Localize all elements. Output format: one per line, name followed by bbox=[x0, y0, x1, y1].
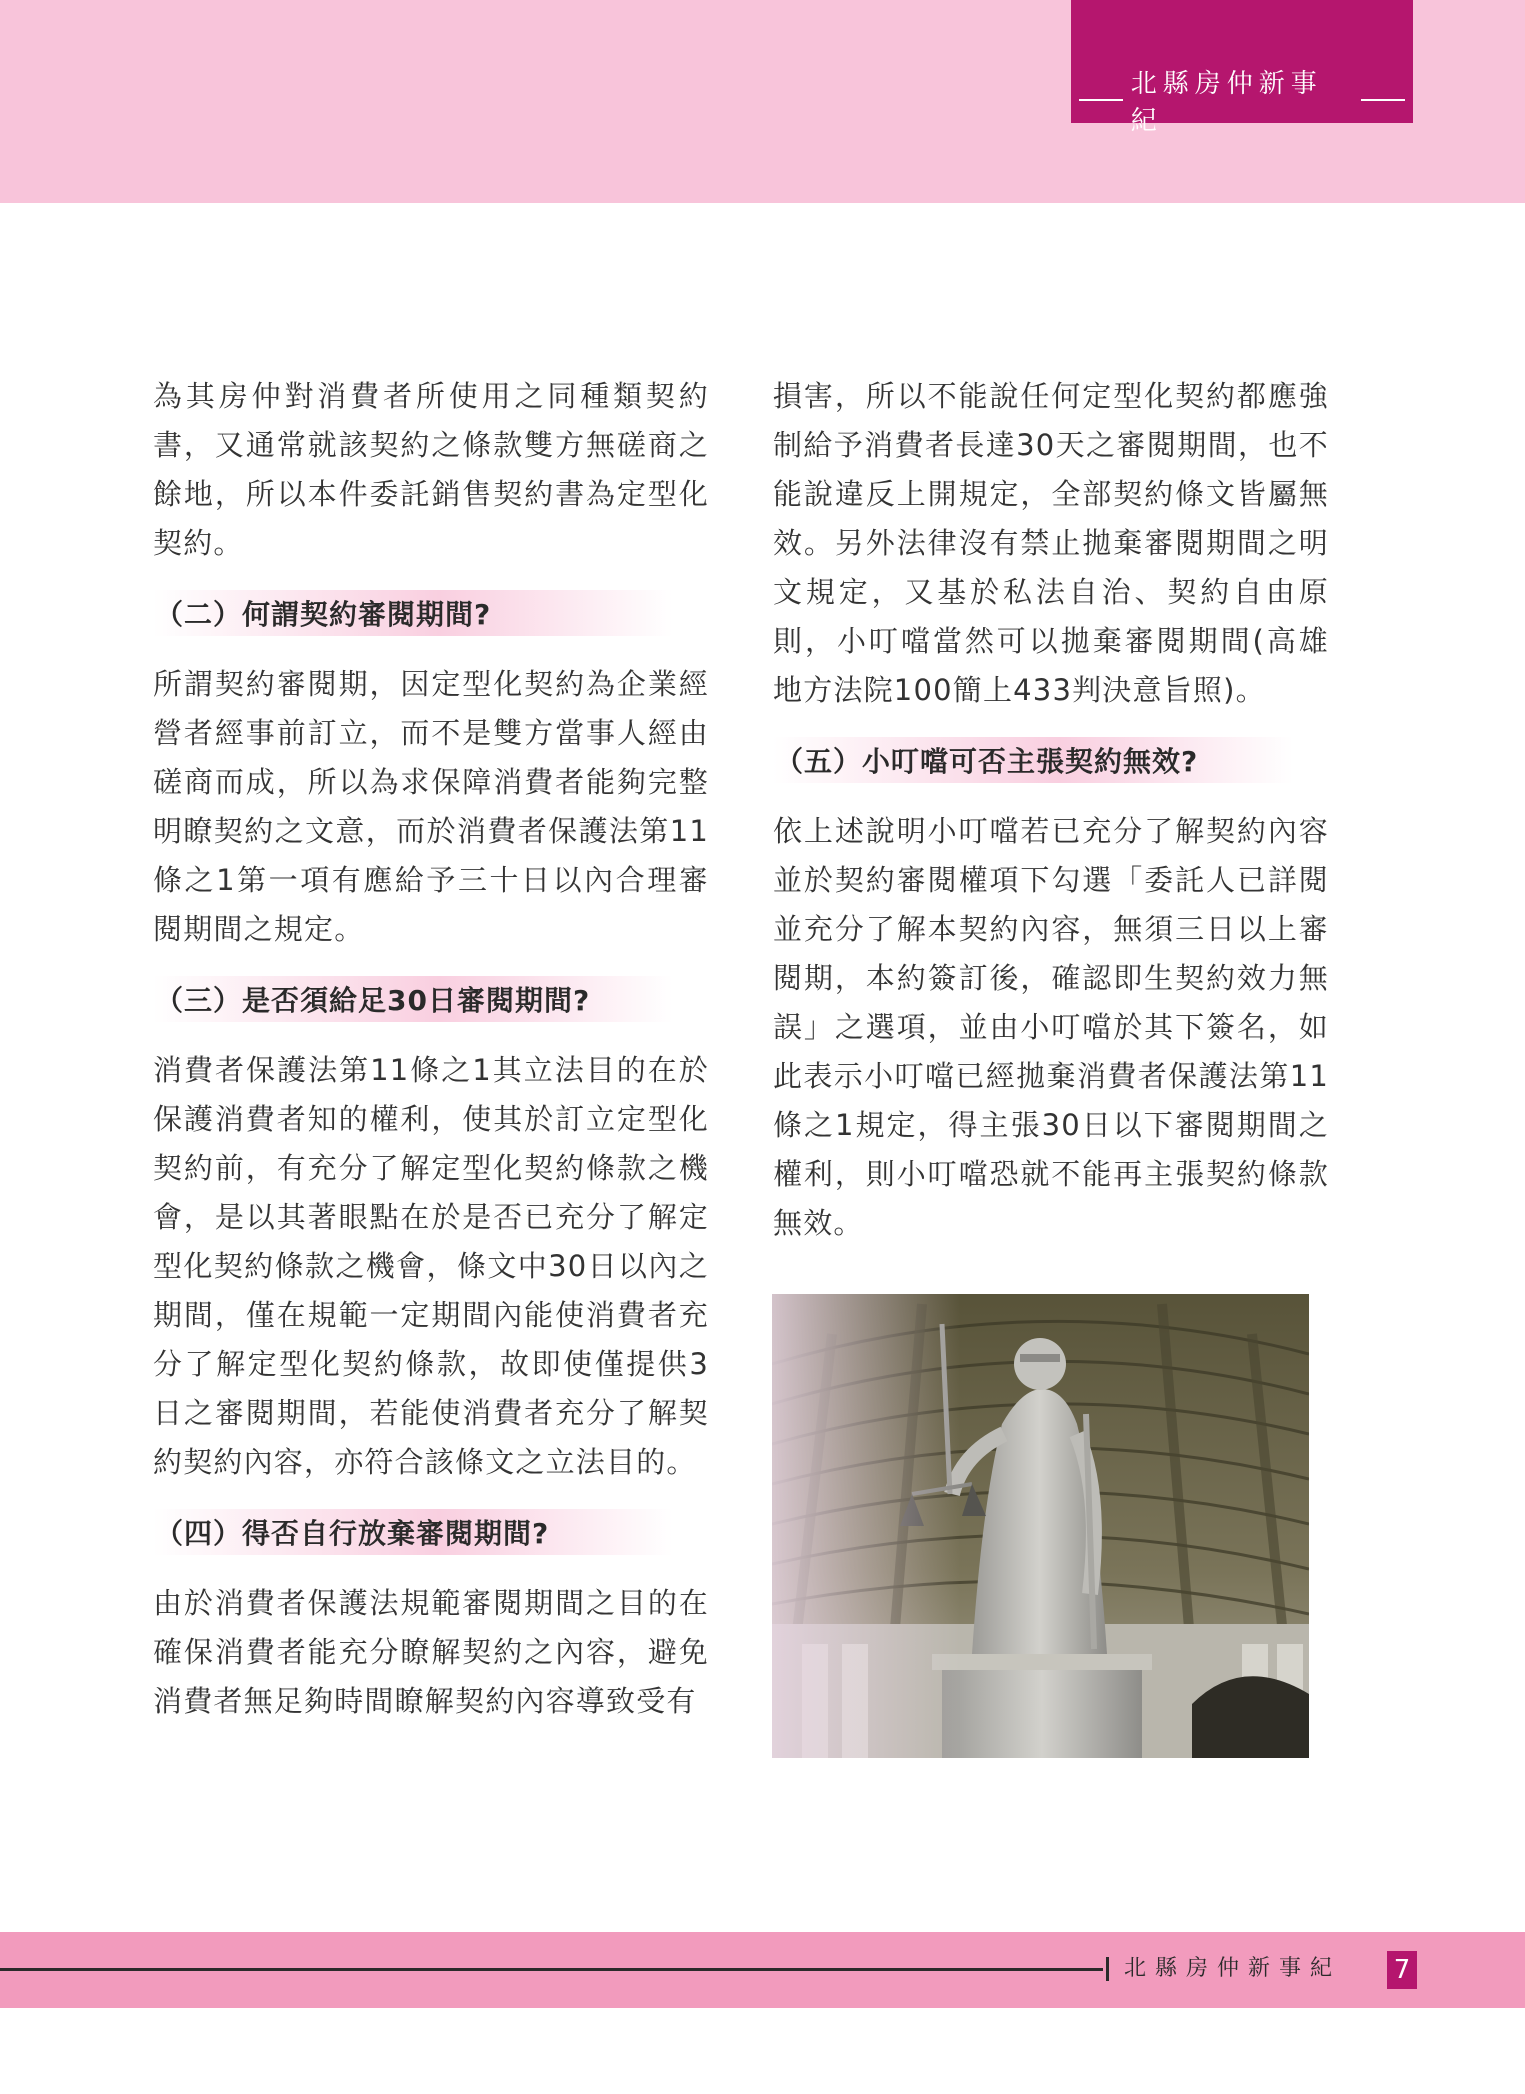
title-dash-left bbox=[1079, 99, 1123, 101]
left-column bbox=[153, 372, 709, 1726]
paragraph-30-days: 消費者保護法第11條之1其立法目的在於保護消費者知的權利，使其於訂立定型化契約前，有充分了解定型化契約條款之機會，是以其著眼點在於是否已充分了解定型化契約條款之機會，條文中30日以內之期間，僅在規範一定期間內能使消費者充分了解定型化契約條款，故即使僅提供3日之審閱期間，若能使消費者充分了解契約契約內容，亦符合該條文之立法目的。 bbox=[153, 1053, 709, 1479]
magazine-brand-box bbox=[1071, 0, 1413, 136]
section-heading-3-text: （三）是否須給足30日審閱期間? bbox=[155, 984, 591, 1017]
right-column bbox=[773, 372, 1329, 1248]
paragraph-definition-conclusion: 為其房仲對消費者所使用之同種類契約書，又通常就該契約之條款雙方無磋商之餘地，所以本件委託銷售契約書為定型化契約。 bbox=[153, 379, 709, 560]
justice-statue-photo bbox=[772, 1294, 1309, 1758]
section-heading-3 bbox=[153, 976, 709, 1022]
paragraph-waiver-start: 由於消費者保護法規範審閱期間之目的在確保消費者能充分瞭解契約之內容，避免消費者無足夠時間瞭解契約內容導致受有 bbox=[153, 1586, 709, 1718]
footer-rule bbox=[0, 1968, 1103, 1971]
section-heading-2 bbox=[153, 590, 709, 636]
footer-title: 北縣房仲新事紀 bbox=[1124, 1956, 1342, 1981]
magazine-title bbox=[1071, 69, 1413, 136]
footer-rule-end bbox=[1106, 1957, 1109, 1981]
section-heading-5-text: （五）小叮噹可否主張契約無效? bbox=[775, 745, 1199, 778]
section-heading-4-text: （四）得否自行放棄審閱期間? bbox=[155, 1517, 550, 1550]
paragraph-review-period-definition: 所謂契約審閱期，因定型化契約為企業經營者經事前訂立，而不是雙方當事人經由磋商而成，所以為求保障消費者能夠完整明瞭契約之文意，而於消費者保護法第11條之1第一項有應給予三十日以內合理審閱期間之規定。 bbox=[153, 667, 709, 946]
magazine-title-text: 北縣房仲新事紀 bbox=[1130, 69, 1323, 136]
title-dash-right bbox=[1361, 99, 1405, 101]
section-heading-4 bbox=[153, 1509, 709, 1555]
section-heading-2-text: （二）何謂契約審閱期間? bbox=[155, 598, 492, 631]
paragraph-contract-invalid: 依上述說明小叮噹若已充分了解契約內容並於契約審閱權項下勾選「委託人已詳閱並充分了解本契約內容，無須三日以上審閱期，本約簽訂後，確認即生契約效力無誤」之選項，並由小叮噹於其下簽名，如此表示小叮噹已經拋棄消費者保護法第11條之1規定，得主張30日以下審閱期間之權利，則小叮噹恐就不能再主張契約條款無效。 bbox=[773, 814, 1329, 1240]
page-number: 7 bbox=[1387, 1951, 1417, 1989]
justice-statue-illustration bbox=[772, 1294, 1309, 1758]
paragraph-waiver-continued: 損害，所以不能說任何定型化契約都應強制給予消費者長達30天之審閱期間，也不能說違反上開規定，全部契約條文皆屬無效。另外法律沒有禁止拋棄審閱期間之明文規定，又基於私法自治、契約自由原則，小叮噹當然可以拋棄審閱期間(高雄地方法院100簡上433判決意旨照)。 bbox=[773, 379, 1329, 707]
section-heading-5 bbox=[773, 737, 1329, 783]
